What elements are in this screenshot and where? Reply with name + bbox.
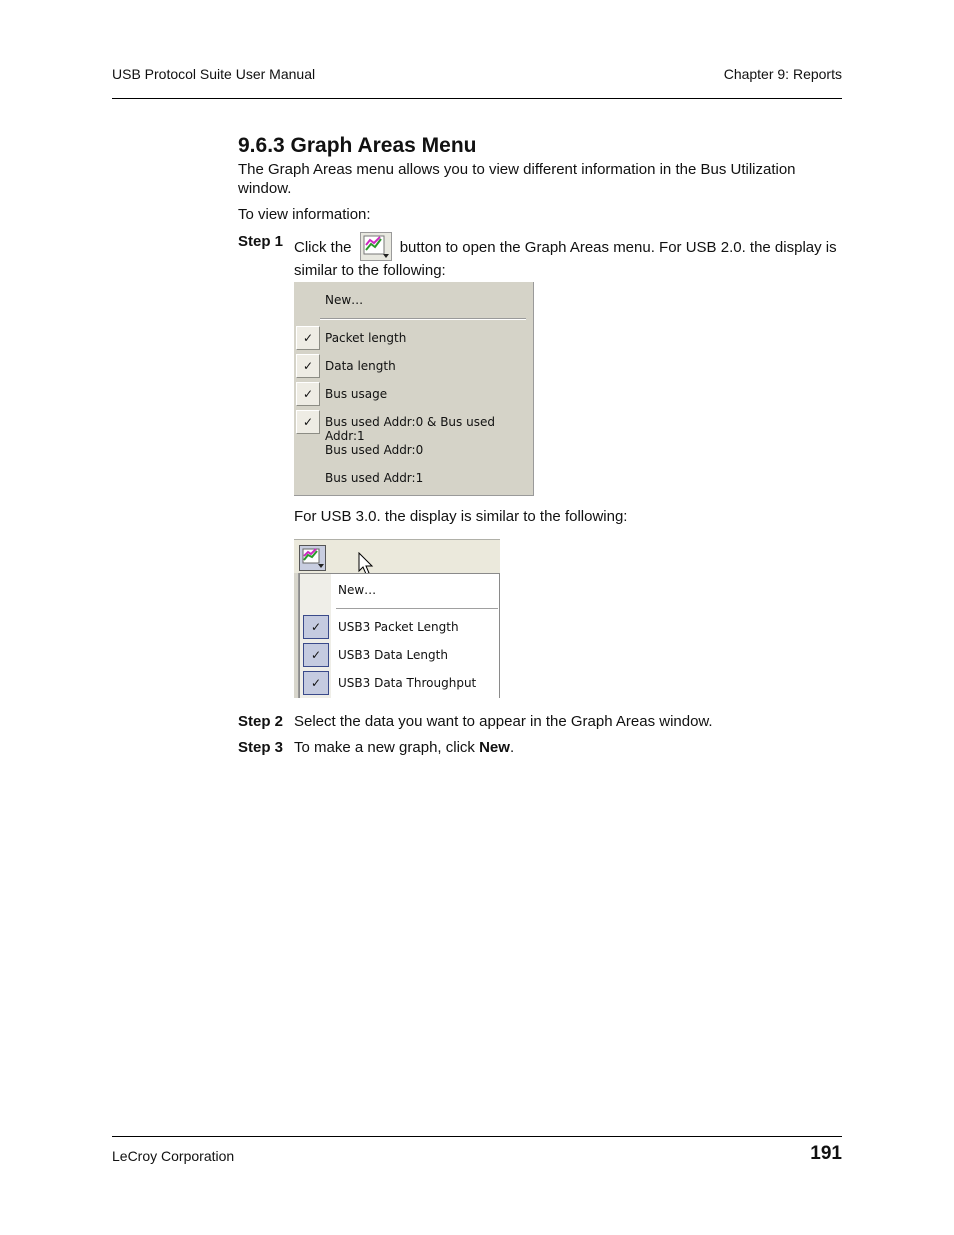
- step-1-text: [294, 232, 842, 280]
- header-rule: [112, 98, 842, 99]
- check-icon: ✓: [303, 671, 329, 695]
- step-3-label: Step 3: [238, 739, 284, 756]
- menu-separator: [320, 318, 526, 320]
- step-1-label: Step 1: [238, 233, 284, 250]
- step-1-text-before: Click the: [294, 239, 352, 256]
- menu-item-usb3-data-length[interactable]: USB3 Data Length: [338, 648, 448, 662]
- page-number: 191: [810, 1143, 842, 1164]
- menu-item-bus-usage[interactable]: Bus usage: [325, 387, 388, 401]
- menu-item-usb3-packet-length[interactable]: USB3 Packet Length: [338, 620, 459, 634]
- menu-item-bus-used-addr1[interactable]: Bus used Addr:1: [325, 471, 424, 485]
- to-view-paragraph: To view information:: [238, 206, 371, 223]
- check-icon: ✓: [303, 643, 329, 667]
- usb3-caption: For USB 3.0. the display is similar to the following:: [294, 508, 628, 525]
- menu-item-new[interactable]: New…: [338, 583, 377, 597]
- menu-item-bus-used-addr0[interactable]: Bus used Addr:0: [325, 443, 424, 457]
- check-icon: ✓: [303, 615, 329, 639]
- step-3-bold-new: New: [479, 739, 510, 756]
- usb3-screenshot: [294, 539, 500, 698]
- menu-item-packet-length[interactable]: Packet length: [325, 331, 407, 345]
- step-2-label: Step 2: [238, 713, 284, 730]
- menu-item-usb3-data-throughput[interactable]: USB3 Data Throughput: [338, 676, 477, 690]
- step-3-text-before: To make a new graph, click: [294, 739, 480, 756]
- check-icon: ✓: [296, 326, 320, 350]
- step-2-text: Select the data you want to appear in the Graph Areas window.: [294, 713, 713, 730]
- menu-separator: [336, 608, 498, 609]
- graph-icon: [300, 546, 325, 570]
- section-title: 9.6.3 Graph Areas Menu: [238, 134, 477, 157]
- header-manual-title: USB Protocol Suite User Manual: [112, 66, 316, 82]
- menu-item-bus-used-addr0-addr1[interactable]: Bus used Addr:0 & Bus used Addr:1: [325, 415, 495, 443]
- step-3-text-after: .: [509, 739, 515, 756]
- menu-item-new[interactable]: New…: [325, 293, 364, 307]
- usb3-graph-areas-menu: [299, 573, 500, 698]
- check-icon: ✓: [296, 410, 320, 434]
- check-icon: ✓: [296, 354, 320, 378]
- footer-company: LeCroy Corporation: [112, 1148, 235, 1164]
- menu-item-data-length[interactable]: Data length: [325, 359, 396, 373]
- step-1-text-after: button to open the Graph Areas menu. For USB 2.0. the display is similar to the following:: [294, 239, 837, 279]
- check-icon: ✓: [296, 382, 320, 406]
- step-3-text: [294, 738, 842, 757]
- graph-areas-button-icon[interactable]: [360, 232, 392, 261]
- header-chapter: Chapter 9: Reports: [723, 66, 842, 82]
- intro-paragraph: The Graph Areas menu allows you to view different information in the Bus Utilization window.: [238, 161, 796, 197]
- graph-areas-toolbar-button[interactable]: [299, 545, 326, 571]
- footer-rule: [112, 1136, 842, 1137]
- usb2-graph-areas-menu: [294, 282, 534, 496]
